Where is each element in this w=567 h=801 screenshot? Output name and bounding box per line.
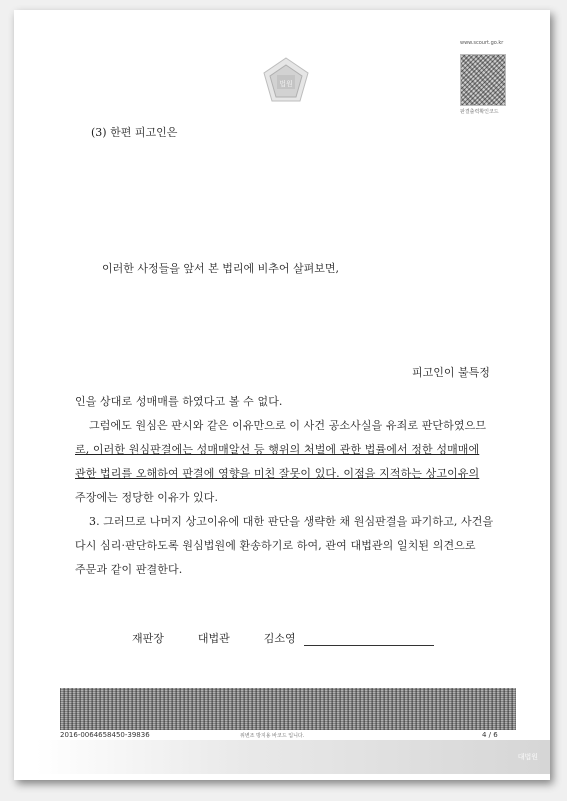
document-page xyxy=(14,10,550,780)
intro-sentence: 이러한 사정들을 앞서 본 법리에 비추어 살펴보면, xyxy=(102,262,339,275)
body-line: 다시 심리·판단하도록 원심법원에 환송하기로 하여, 관여 대법관의 일치된 의견으로 xyxy=(75,539,476,552)
qr-code-icon xyxy=(460,54,506,106)
verification-qr xyxy=(460,48,514,122)
anti-forgery-barcode xyxy=(60,688,516,730)
document-number: 2016-0064658450-39836 xyxy=(60,731,150,739)
qr-caption: 판결출력확인코드 xyxy=(460,109,499,115)
barcode-note: 위변조 방지용 바코드 입니다. xyxy=(240,733,305,739)
section-3-heading: (3) 한편 피고인은 xyxy=(91,126,178,139)
body-line: 주장에는 정당한 이유가 있다. xyxy=(75,491,219,504)
page-number: 4 / 6 xyxy=(482,731,498,739)
signature-role: 재판장 xyxy=(132,632,164,645)
body-line: 관한 법리를 오해하여 판결에 영향을 미친 잘못이 있다. 이점을 지적하는 상고이유의 xyxy=(75,467,480,480)
body-line: 인을 상대로 성매매를 하였다고 볼 수 없다. xyxy=(75,395,283,408)
body-line: 3. 그러므로 나머지 상고이유에 대한 판단을 생략한 채 원심판결을 파기하고, 사건을 xyxy=(89,515,494,528)
court-emblem-icon xyxy=(260,55,312,107)
body-text xyxy=(75,390,520,582)
defendant-line: 피고인이 불특정 xyxy=(412,366,490,379)
court-name: 대법원 xyxy=(517,753,538,761)
signature-title: 대법관 xyxy=(197,632,230,645)
body-line: 로, 이러한 원심판결에는 성매매알선 등 행위의 처벌에 관한 법률에서 정한 성매매에 xyxy=(75,443,480,456)
signature-block xyxy=(132,630,468,646)
svg-text:법원: 법원 xyxy=(279,80,293,88)
body-line: 그럼에도 원심은 판시와 같은 이유만으로 이 사건 공소사실을 유죄로 판단하였으므 xyxy=(89,419,487,432)
signature-name: 김소영 xyxy=(263,632,296,645)
site-url: www.scourt.go.kr xyxy=(460,40,504,46)
body-line: 주문과 같이 판결한다. xyxy=(75,563,183,576)
signature-line xyxy=(304,633,434,646)
court-footer-band xyxy=(36,740,550,774)
